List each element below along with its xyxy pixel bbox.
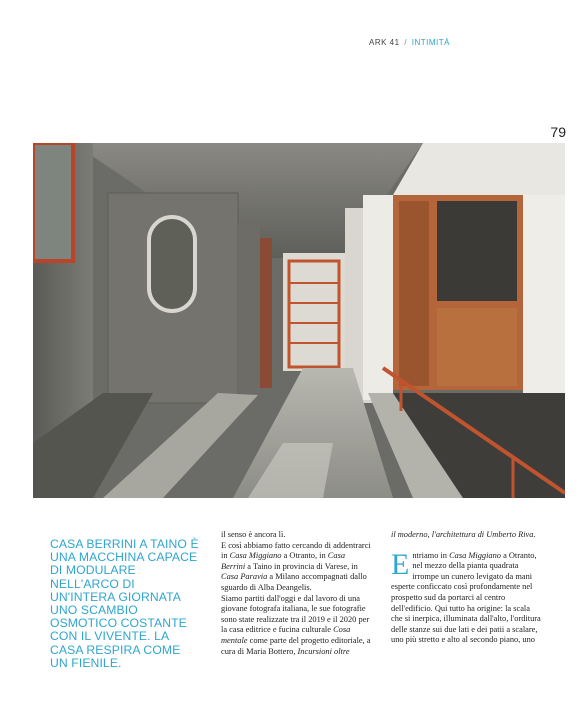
body-column-2 (391, 530, 541, 646)
paragraph (391, 547, 541, 646)
pull-quote: CASA BERRINI A TAINO È UNA MACCHINA CAPACE DI MODULARE NELL'ARCO DI UN'INTERA GIORNATA UNO SCAMBIO OSMOTICO COSTANTE CON IL VIVENTE. LA CASA RESPIRA COME UN FIENILE. (50, 537, 199, 670)
text-run-italic: Casa Miggiano (449, 550, 501, 560)
paragraph (221, 530, 371, 541)
text-run: E così abbiamo fatto cercando di addentrarci in (221, 540, 371, 561)
paragraph (391, 530, 541, 541)
magazine-issue: ARK 41 (369, 38, 400, 47)
paragraph (221, 594, 371, 658)
text-run: a Milano accompagnati dallo sguardo di Alba Deangelis. (221, 572, 367, 592)
text-run: a Otranto, in (281, 551, 328, 561)
text-run-italic: Casa Paravia (221, 572, 268, 582)
text-run-italic: Casa Berrini (221, 551, 346, 571)
section-name: INTIMITÀ (411, 38, 450, 47)
text-run: Siamo partiti dall'oggi e dal lavoro di una giovane fotografa italiana, le sue fotografie sono state realizzate tra il 2019 e il 2020 per la casa editrice e fucina culturale (221, 593, 370, 635)
body-column-1 (221, 530, 371, 657)
text-run: ntriamo in (412, 550, 450, 560)
drop-cap: E (391, 547, 410, 581)
running-header (369, 38, 450, 47)
text-run: come parte del progetto editoriale, a cura di Maria Bottero, (221, 635, 371, 656)
text-run-italic: Cosa mentale (221, 625, 351, 645)
text-run-italic: Casa Miggiano (229, 551, 282, 561)
page-number: 79 (550, 124, 566, 140)
text-run: a Otranto, nel mezzo della pianta quadrata irrompe un cunero levigato da mani esperte conficcato così profondamente nel prospetto sud da portarci al centro dell'edificio. Qui tutto ha origine: la scala che si inerpica, illuminata dall'alto, l'orditura delle stanze sui due lati e dei patii a scalare, uno più stretto e alto al secondo piano, uno (391, 550, 541, 645)
paragraph (221, 541, 371, 594)
header-separator: / (404, 38, 408, 47)
text-run-italic: Incursioni oltre (297, 646, 350, 656)
text-run-italic: il moderno, l'architettura di Umberto Riva. (391, 530, 536, 539)
text-run: a Taino in provincia di Varese, in (245, 561, 358, 571)
text-run: il senso è ancora lì. (221, 530, 286, 539)
interior-corridor-photo (33, 143, 565, 498)
